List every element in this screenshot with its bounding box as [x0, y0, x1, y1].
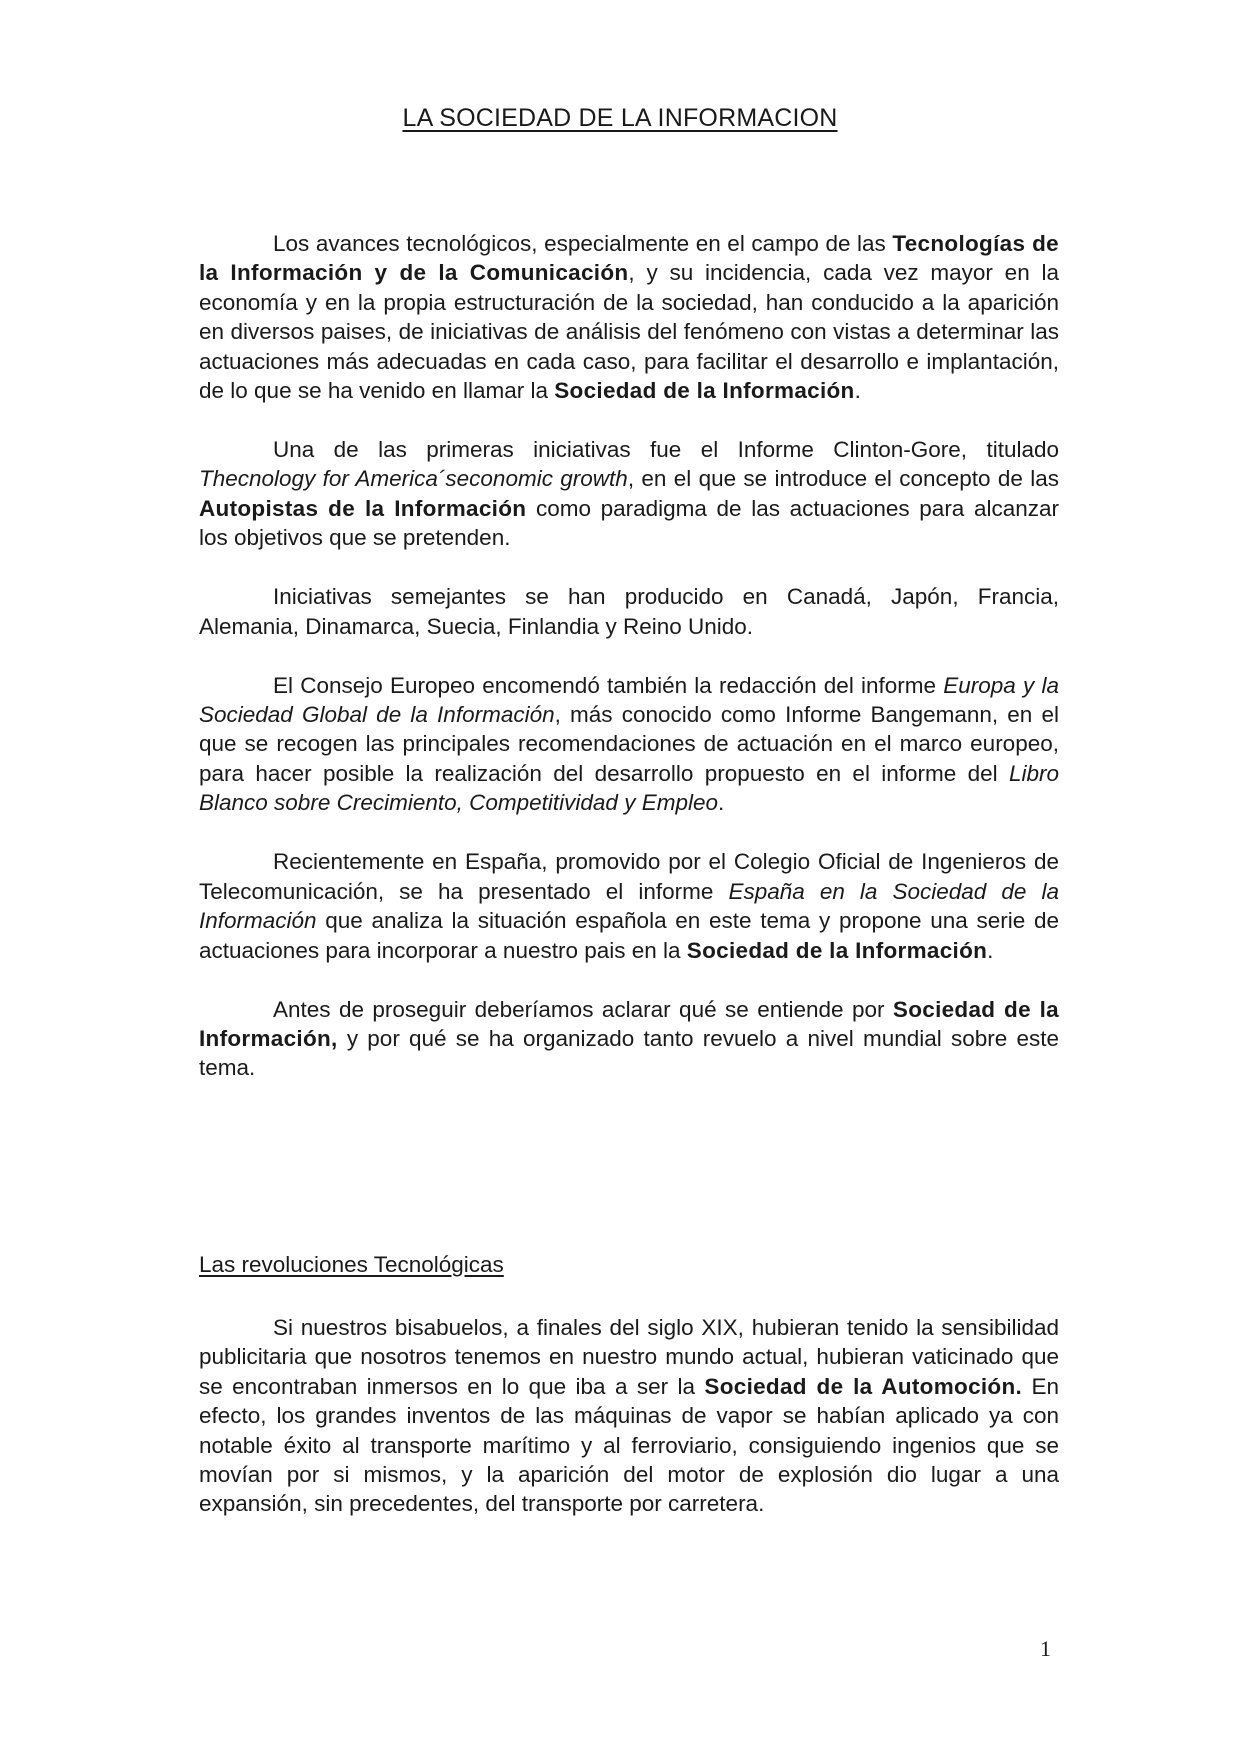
bold-term: Tecnologías de la Información y de la Comunicación	[199, 231, 1059, 286]
section-paragraph-1	[199, 1313, 1059, 1519]
text-run: .	[987, 937, 994, 963]
italic-title: Europa y la Sociedad Global de la Información	[199, 672, 1059, 728]
paragraph-6	[199, 995, 1059, 1083]
paragraph-5	[199, 847, 1059, 965]
document-body	[199, 229, 1059, 1083]
text-run: que analiza la situación española en este tema y propone una serie de actuaciones para incorporar a nuestro pais en la	[199, 908, 1059, 963]
paragraph-2	[199, 435, 1059, 553]
bold-term: Sociedad de la Información,	[199, 996, 1059, 1051]
section-heading: Las revoluciones Tecnológicas	[199, 1252, 504, 1277]
bold-term: Sociedad de la Información	[686, 937, 988, 963]
paragraph-3	[199, 582, 1059, 641]
text-run: Iniciativas semejantes se han producido en Canadá, Japón, Francia, Alemania, Dinamarca, Suecia, Finlandia y Reino Unido.	[199, 584, 1059, 639]
text-run: .	[854, 378, 861, 404]
text-run: El Consejo Europeo encomendó también la redacción del informe	[273, 672, 944, 698]
section-body	[199, 1313, 1059, 1519]
paragraph-4	[199, 671, 1059, 818]
text-run: , en el que se introduce el concepto de las	[627, 466, 1059, 492]
text-run: Antes de proseguir deberíamos aclarar qué se entiende por	[273, 996, 893, 1022]
italic-title: Thecnology for America´seconomic growth	[199, 466, 628, 492]
text-run: y por qué se ha organizado tanto revuelo a nivel mundial sobre este tema.	[199, 1025, 1059, 1081]
bold-term: Sociedad de la Información	[554, 378, 855, 404]
page-number: 1	[1040, 1636, 1051, 1661]
italic-title: Libro Blanco sobre Crecimiento, Competitividad y Empleo	[199, 760, 1059, 816]
italic-title: España en la Sociedad de la Información	[199, 878, 1059, 934]
bold-term: Autopistas de la Información	[199, 495, 527, 521]
text-run: , más conocido como Informe Bangemann, en el que se recogen las principales recomendaciones de actuación en el marco europeo, para hacer posible la realización del desarrollo propuesto en el informe del	[199, 702, 1059, 786]
text-run: Los avances tecnológicos, especialmente en el campo de las	[273, 231, 893, 256]
bold-term: Sociedad de la Automoción.	[704, 1373, 1023, 1399]
text-run: .	[717, 790, 725, 816]
text-run: En efecto, los grandes inventos de las máquinas de vapor se habían aplicado ya con notable éxito al transporte marítimo y al ferroviario, consiguiendo ingenios que se movían por si mismos, y la aparición del motor de explosión dio lugar a una expansión, sin precedentes, del transporte por carretera.	[199, 1373, 1059, 1517]
paragraph-1	[199, 229, 1059, 405]
text-run: Si nuestros bisabuelos, a finales del siglo XIX, hubieran tenido la sensibilidad publicitaria que nosotros tenemos en nuestro mundo actual, hubieran vaticinado que se encontraban inmersos en lo que iba a ser la	[199, 1315, 1059, 1399]
text-run: como paradigma de las actuaciones para alcanzar los objetivos que se pretenden.	[199, 495, 1059, 551]
document-title: LA SOCIEDAD DE LA INFORMACION	[402, 104, 838, 132]
text-run: , y su incidencia, cada vez mayor en la economía y en la propia estructuración de la sociedad, han conducido a la aparición en diversos paises, de iniciativas de análisis del fenómeno con vistas a determinar las actuaciones más adecuadas en cada caso, para facilitar el desarrollo e implantación, de lo que se ha venido en llamar la	[199, 260, 1059, 404]
text-run: Una de las primeras iniciativas fue el Informe Clinton-Gore, titulado	[273, 437, 1059, 463]
text-run: Recientemente en España, promovido por el Colegio Oficial de Ingenieros de Telecomunicación, se ha presentado el informe	[199, 849, 1059, 904]
